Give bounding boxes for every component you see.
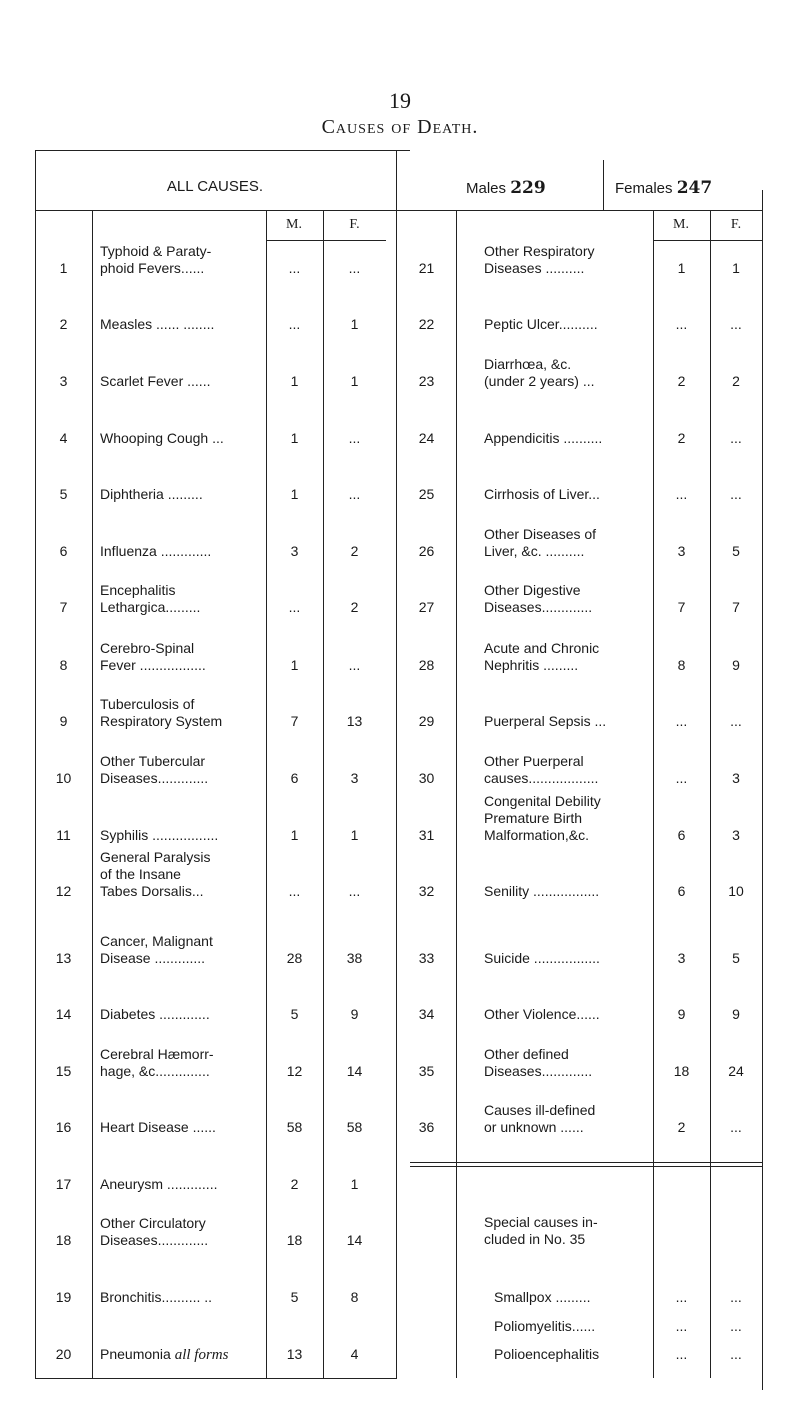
females-total-header: [615, 178, 712, 198]
cause-label: Syphilis .................: [100, 827, 219, 843]
male-count: 2: [677, 1119, 686, 1135]
cause-text: Pneumonia: [100, 1346, 171, 1362]
right-number-rule: [456, 210, 457, 1378]
cause-label: [100, 1346, 228, 1364]
female-count: 2: [350, 543, 359, 559]
male-count: 1: [290, 827, 299, 843]
female-count: ...: [730, 1289, 742, 1305]
cause-label: Puerperal Sepsis ...: [484, 713, 607, 729]
cause-label: Diphtheria .........: [100, 486, 203, 502]
special-heading: Special causes in- cluded in No. 35: [484, 1214, 598, 1247]
special-cause-label: Poliomyelitis......: [494, 1318, 596, 1334]
female-count: 4: [350, 1346, 359, 1362]
male-count: 5: [290, 1289, 299, 1305]
row-number: 5: [59, 486, 68, 502]
male-count: 7: [677, 599, 686, 615]
cause-label: Appendicitis ..........: [484, 430, 603, 446]
row-number: 34: [418, 1006, 435, 1022]
cause-label: Cancer, Malignant Disease .............: [100, 933, 213, 966]
male-count: 9: [677, 1006, 686, 1022]
row-number: 26: [418, 543, 435, 559]
cause-label: Whooping Cough ...: [100, 430, 224, 446]
cause-label: Measles ...... ........: [100, 316, 215, 332]
female-count: 2: [350, 599, 359, 615]
male-count: ...: [288, 260, 301, 276]
male-count: 1: [290, 486, 299, 502]
female-count: 1: [350, 827, 359, 843]
row-number: 20: [55, 1346, 72, 1362]
female-count: 24: [728, 1063, 744, 1079]
page-title: Causes of Death.: [321, 116, 479, 138]
cause-label: Other defined Diseases.............: [484, 1046, 593, 1079]
male-count: 3: [290, 543, 299, 559]
row-number: 31: [418, 827, 435, 843]
female-count: ...: [730, 1318, 742, 1334]
table-left-rule: [35, 150, 36, 1378]
special-cause-label: Polioencephalitis: [494, 1346, 600, 1362]
row-number: 29: [418, 713, 435, 729]
males-label: Males: [466, 180, 507, 197]
row-number: 22: [418, 316, 435, 332]
male-count: 2: [677, 430, 686, 446]
female-count: ...: [730, 713, 742, 729]
male-count: ...: [675, 1289, 688, 1305]
row-number: 8: [59, 657, 68, 673]
female-count: 14: [346, 1232, 363, 1248]
male-count: 2: [677, 373, 686, 389]
table-right-rule: [762, 190, 763, 1390]
female-count: 38: [346, 950, 363, 966]
cause-label: Causes ill-defined or unknown ......: [484, 1102, 596, 1135]
cause-label: Scarlet Fever ......: [100, 373, 211, 389]
male-count: 28: [286, 950, 303, 966]
cause-label: Diabetes .............: [100, 1006, 210, 1022]
row-number: 10: [55, 770, 72, 786]
cause-italic-note: all forms: [174, 1347, 229, 1363]
female-count: 3: [350, 770, 359, 786]
male-count: ...: [675, 1318, 688, 1334]
cause-label: Suicide .................: [484, 950, 600, 966]
cause-label: Typhoid & Paraty- phoid Fevers......: [100, 243, 212, 276]
row-number: 16: [55, 1119, 72, 1135]
female-count: ...: [348, 657, 361, 673]
males-total: 229: [510, 178, 546, 198]
female-count: 9: [732, 657, 740, 673]
female-count: 8: [350, 1289, 359, 1305]
female-count: 9: [732, 1006, 740, 1022]
center-rule: [396, 150, 397, 1378]
male-count: 12: [286, 1063, 303, 1079]
male-count: 1: [290, 373, 299, 389]
row-number: 4: [59, 430, 68, 446]
females-total: 247: [676, 178, 713, 198]
male-count: 1: [290, 430, 299, 446]
cause-label: Other Puerperal causes..................: [484, 753, 599, 786]
cause-label: Other Violence......: [484, 1006, 600, 1022]
left-number-rule: [92, 210, 93, 1378]
female-count: 10: [728, 883, 744, 899]
male-count: 18: [673, 1063, 690, 1079]
male-count: ...: [288, 599, 301, 615]
cause-label: Other Respiratory Diseases ..........: [484, 243, 595, 276]
female-count: 7: [732, 599, 740, 615]
row-number: 11: [56, 827, 71, 843]
male-count: ...: [675, 1346, 688, 1362]
special-cause-label: Smallpox .........: [494, 1289, 591, 1305]
left-cause-rule: [266, 210, 267, 1378]
row-number: 32: [418, 883, 435, 899]
female-count: 3: [732, 827, 740, 843]
left-col-m-header: M.: [286, 217, 302, 232]
row-number: 13: [55, 950, 72, 966]
cause-label: Encephalitis Lethargica.........: [100, 582, 201, 615]
cause-label: Other Diseases of Liver, &c. ..........: [484, 526, 597, 559]
row-number: 6: [59, 543, 68, 559]
cause-label: Bronchitis.......... ..: [100, 1289, 213, 1305]
male-count: 58: [286, 1119, 303, 1135]
females-label: Females: [615, 180, 673, 197]
row-number: 19: [55, 1289, 72, 1305]
left-f-under-rule: [323, 240, 386, 241]
female-count: ...: [730, 486, 742, 502]
male-count: ...: [288, 316, 301, 332]
female-count: 58: [346, 1119, 363, 1135]
row-number: 30: [418, 770, 435, 786]
male-count: 6: [290, 770, 299, 786]
male-count: ...: [288, 883, 301, 899]
male-count: 13: [286, 1346, 303, 1362]
cause-label: Senility .................: [484, 883, 600, 899]
female-count: ...: [348, 486, 361, 502]
cause-label: Cerebro-Spinal Fever .................: [100, 640, 206, 673]
row-number: 28: [418, 657, 435, 673]
female-count: ...: [730, 1119, 742, 1135]
female-count: 9: [350, 1006, 359, 1022]
row-number: 36: [418, 1119, 435, 1135]
row-number: 2: [59, 316, 68, 332]
female-count: ...: [348, 883, 361, 899]
males-total-header: [466, 178, 546, 198]
row-number: 15: [55, 1063, 72, 1079]
female-count: ...: [730, 430, 742, 446]
all-causes-header: ALL CAUSES.: [166, 178, 264, 195]
female-count: 1: [350, 1176, 359, 1192]
cause-label: Congenital Debility Premature Birth Malformation,&c.: [484, 793, 601, 843]
left-m-under-rule: [266, 240, 323, 241]
row-number: 21: [418, 260, 435, 276]
male-count: 3: [677, 950, 686, 966]
male-count: ...: [675, 486, 688, 502]
female-count: 5: [732, 543, 740, 559]
male-count: 5: [290, 1006, 299, 1022]
row-number: 7: [59, 599, 68, 615]
cause-label: Heart Disease ......: [100, 1119, 216, 1135]
female-count: 5: [732, 950, 740, 966]
row-number: 35: [418, 1063, 435, 1079]
table-top-rule: [35, 150, 410, 151]
table-bottom-rule: [35, 1378, 397, 1379]
female-count: ...: [730, 1346, 742, 1362]
male-count: 3: [677, 543, 686, 559]
cause-label: Diarrhœa, &c. (under 2 years) ...: [484, 356, 595, 389]
male-count: 18: [286, 1232, 303, 1248]
cause-label: Cirrhosis of Liver...: [484, 486, 600, 502]
row-number: 25: [418, 486, 435, 502]
males-females-divider: [603, 160, 604, 210]
special-top-rule-1: [410, 1162, 762, 1163]
page-number: 19: [389, 88, 411, 113]
right-mf-under-rule: [653, 240, 762, 241]
female-count: 1: [732, 260, 740, 276]
row-number: 9: [59, 713, 68, 729]
cause-label: Acute and Chronic Nephritis .........: [484, 640, 600, 673]
row-number: 23: [418, 373, 435, 389]
right-mf-rule: [710, 210, 711, 1378]
left-mf-rule: [323, 210, 324, 1378]
male-count: 2: [290, 1176, 299, 1192]
cause-label: Cerebral Hæmorr- hage, &c..............: [100, 1046, 214, 1079]
cause-label: General Paralysis of the Insane Tabes Dorsalis...: [100, 849, 211, 899]
male-count: ...: [675, 770, 688, 786]
row-number: 27: [418, 599, 435, 615]
female-count: ...: [348, 430, 361, 446]
female-count: ...: [730, 316, 742, 332]
cause-label: Tuberculosis of Respiratory System: [100, 696, 223, 729]
row-number: 17: [55, 1176, 72, 1192]
right-col-m-header: M.: [673, 217, 689, 232]
cause-label: Other Tubercular Diseases.............: [100, 753, 209, 786]
male-count: 7: [290, 713, 299, 729]
row-number: 24: [418, 430, 435, 446]
cause-label: Peptic Ulcer..........: [484, 316, 598, 332]
male-count: 8: [677, 657, 686, 673]
female-count: 14: [346, 1063, 363, 1079]
row-number: 12: [55, 883, 72, 899]
male-count: 1: [677, 260, 686, 276]
right-col-f-header: F.: [730, 217, 742, 232]
female-count: 2: [732, 373, 740, 389]
cause-label: Influenza .............: [100, 543, 212, 559]
cause-label: Other Digestive Diseases.............: [484, 582, 593, 615]
cause-label: Aneurysm .............: [100, 1176, 218, 1192]
row-number: 33: [418, 950, 435, 966]
row-number: 14: [55, 1006, 72, 1022]
male-count: ...: [675, 316, 688, 332]
cause-label: Other Circulatory Diseases.............: [100, 1215, 209, 1248]
male-count: 1: [290, 657, 299, 673]
row-number: 18: [55, 1232, 72, 1248]
female-count: ...: [348, 260, 361, 276]
special-top-rule-2: [410, 1166, 762, 1167]
male-count: 6: [677, 827, 686, 843]
female-count: 1: [350, 373, 359, 389]
male-count: ...: [675, 713, 688, 729]
female-count: 13: [346, 713, 363, 729]
left-col-f-header: F.: [349, 217, 360, 232]
row-number: 3: [59, 373, 68, 389]
right-cause-rule: [653, 210, 654, 1378]
female-count: 3: [732, 770, 740, 786]
row-number: 1: [59, 260, 68, 276]
male-count: 6: [677, 883, 686, 899]
female-count: 1: [350, 316, 359, 332]
